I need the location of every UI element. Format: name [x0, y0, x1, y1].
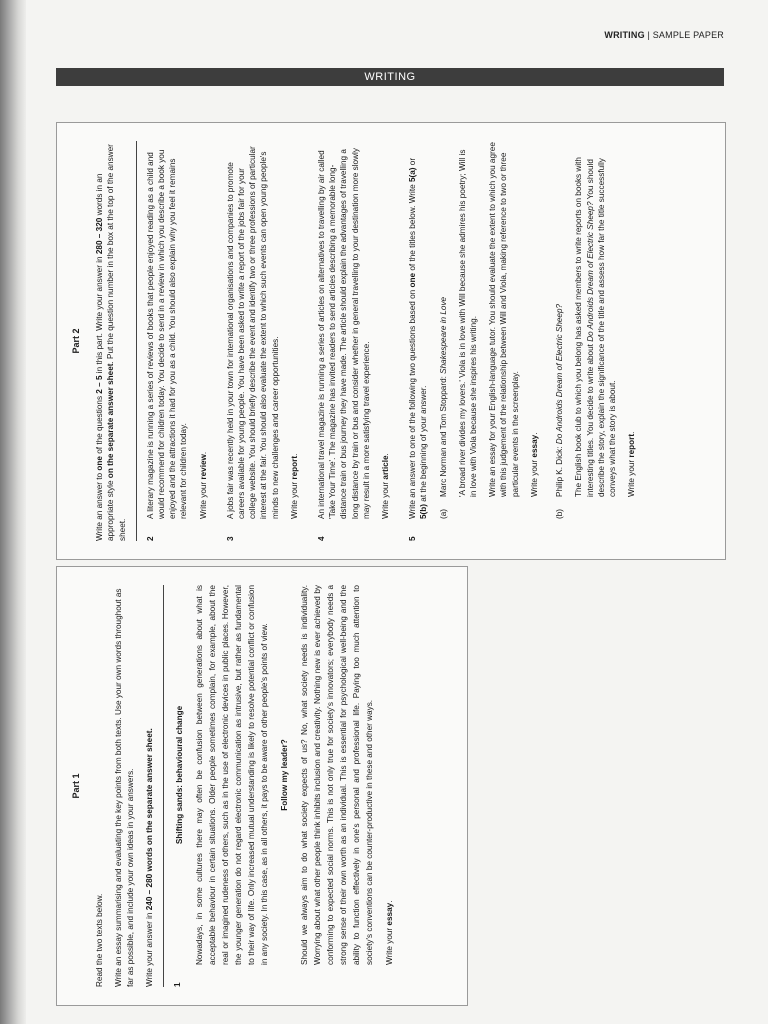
text1-title: Shifting sands: behavioural change	[175, 705, 185, 845]
instr-bold: article	[381, 455, 391, 480]
page-header-label	[604, 30, 724, 40]
question-1	[172, 585, 404, 987]
question-number: 4	[317, 536, 327, 541]
q5-intro-a: Write an answer to one of the following two questions based on	[408, 287, 418, 519]
instr-post: .	[529, 432, 539, 435]
header-separator: |	[647, 30, 651, 40]
q5-intro-e: or	[408, 157, 418, 168]
option-a-text: Write an essay for your English-language tutor. You should evaluate the extent to which you agree with this judgement of the relationship between Will and Viola, making reference to two or three particular events in the screenplay.	[488, 142, 520, 497]
option-b-text	[573, 141, 618, 497]
question-text: An international travel magazine is running a series of articles on alternatives to travelling by air called 'Take Your Time'. The magazine has invited readers to send articles describing a memorable long-distance train or bus journey they have made. The article should explain the advantages of travelling a long distance by train or bus and consider whether in general travelling to your destination more slowly may result in a more satisfying travel experience.	[317, 148, 371, 519]
question-number: 3	[225, 536, 235, 541]
question-instruction	[380, 141, 391, 519]
header-paper: SAMPLE PAPER	[652, 30, 724, 40]
part1-content	[57, 567, 467, 1005]
option-b-text-title: Do Androids Dream of Electric Sheep?	[585, 201, 595, 342]
instr-bold: essay	[529, 434, 539, 458]
option-b-author: Philip K. Dick:	[555, 444, 565, 497]
intro-g: words in an appropriate style	[95, 173, 116, 541]
part2-intro	[94, 141, 128, 541]
question-instruction	[198, 141, 209, 519]
instr-post: .	[198, 451, 208, 455]
intro-a: Write an answer to	[95, 470, 105, 541]
q5-intro-g: at the beginning of your answer.	[419, 385, 429, 504]
option-letter: (a)	[438, 508, 448, 519]
intro-e: in this part. Write your answer in	[95, 254, 105, 376]
q5-option-a	[438, 141, 548, 519]
part2-divider	[136, 141, 137, 541]
intro-f: 280 – 320	[95, 217, 105, 255]
option-b-instruction	[626, 141, 637, 497]
instr-pre: Write your	[529, 457, 539, 497]
question-text: A literary magazine is running a series of reviews of books that people enjoyed reading as a child and would recommend for children today. You decide to send in a review in which you describe a book you enjoyed and the attractions it had for you as a child. You should also explain why you feel it remains relevant for children today.	[145, 149, 189, 519]
instr-pre: Write your	[289, 479, 299, 519]
instr-bold: report	[289, 455, 299, 480]
instr-bold: report	[627, 433, 637, 458]
instr-pre: Write your	[198, 479, 208, 519]
section-band: WRITING	[56, 68, 724, 86]
instr-post: .	[381, 453, 391, 456]
intro-c: of the questions	[95, 393, 105, 457]
part1-box	[56, 566, 468, 1006]
q5-intro	[407, 141, 429, 519]
part2-title: Part 2	[71, 328, 81, 354]
option-b-heading	[554, 141, 565, 497]
instr-post: .	[289, 453, 299, 456]
part1-instruction	[384, 585, 395, 965]
part1-title: Part 1	[71, 773, 81, 799]
option-a-title: Shakespeare in Love	[438, 296, 448, 374]
intro-h: on the separate answer sheet	[106, 363, 116, 479]
instruction-bold: essay	[385, 902, 395, 926]
intro-i: . Put the question number in the box at the top of the answer sheet.	[106, 144, 127, 541]
question-5	[407, 141, 651, 541]
question-number: 5	[408, 536, 418, 541]
option-letter: (b)	[555, 508, 565, 519]
question-3	[225, 141, 308, 541]
intro-d: 2 – 5	[95, 375, 105, 394]
instruction-post: .	[385, 900, 395, 903]
option-a-instruction	[529, 141, 540, 497]
header-section: WRITING	[604, 30, 645, 40]
part1-intro-task: Write an essay summarising and evaluating the key points from both texts. Use your own words throughout as far as possible, and include your own ideas in your answers.	[114, 588, 135, 987]
intro-b: one	[95, 456, 105, 471]
text2-passage: Should we always aim to do what society expects of us? No, what society needs is individuality. Worrying about what other people think inhibits inclusion and creativity. Nothing new is ever achieved by conforming to expected social norms. This is not only true for society's innovators; everybody needs a strong sense of their own worth as an individual. This is essential for psychological well-being and the ability to function effectively in one's personal and professional life. Paying too much attention to society's conventions can be counter-productive in these and other ways.	[300, 585, 375, 965]
instr-bold: review	[198, 454, 208, 480]
part1-divider	[163, 585, 164, 987]
q5-option-b	[554, 141, 645, 519]
option-b-text-post: You should describe the story, explain the significance of the title and assess how far the title successfully conveys what the story is about.	[585, 158, 617, 497]
text1-passage: Nowadays, in some cultures there may often be confusion between generations about what is acceptable behaviour in certain situations. Older people sometimes complain, for example, about the real or imagined rudeness of others, such as in the use of electronic devices in public places. However, the younger generation do not regard electronic communication as intrusive, but rather as fundamental to their way of life. Only increased mutual understanding is likely to resolve potential conflict or confusion in any society. In this case, as in all others, it pays to be aware of other people's points of view.	[195, 585, 270, 965]
option-a-author: Marc Norman and Tom Stoppard:	[438, 373, 448, 497]
question-instruction	[289, 141, 300, 519]
question-4	[316, 141, 399, 541]
part1-length-pre: Write your answer in	[144, 910, 154, 987]
instruction-pre: Write your	[385, 925, 395, 965]
question-2	[145, 141, 217, 541]
part1-intro-read: Read the two texts below.	[95, 893, 105, 987]
option-b-title: Do Androids Dream of Electric Sheep?	[555, 303, 565, 445]
option-a-heading	[438, 141, 449, 497]
question-number: 2	[145, 536, 155, 541]
instr-pre: Write your	[381, 479, 391, 519]
instr-pre: Write your	[627, 457, 637, 497]
part2-content	[57, 123, 725, 559]
question-text: A jobs fair was recently held in your town for international organisations and companies to promote careers available for young people. You have been asked to write a report of the jobs fair for your college website. You should briefly describe the event and identify two or three professions of particular interest at the fair. You should also evaluate the extent to which such events can open young people's minds to new challenges and career opportunities.	[225, 146, 280, 519]
option-b-text-pre: The English book club to which you belong has asked members to write reports on books with interesting titles. You decide to write about	[574, 157, 595, 497]
question-number: 1	[173, 982, 183, 987]
page-spine-shadow	[0, 0, 26, 1024]
part1-length-bold: 240 – 280 words on the separate answer sheet.	[144, 728, 154, 911]
option-a-quote: 'A broad river divides my lovers.' Viola is in love with Will because she admires his poetry; Will is in love with Viola because she inspires his writing.	[457, 149, 479, 497]
part1-intro-length	[144, 585, 155, 987]
q5-intro-f: 5(b)	[419, 503, 429, 519]
part2-box	[56, 122, 726, 560]
text2-title: Follow my leader?	[280, 739, 290, 811]
q5-intro-d: 5(a)	[408, 167, 418, 183]
q5-intro-b: one	[408, 272, 418, 288]
q5-intro-c: of the titles below. Write	[408, 182, 418, 273]
instr-post: .	[627, 431, 637, 434]
